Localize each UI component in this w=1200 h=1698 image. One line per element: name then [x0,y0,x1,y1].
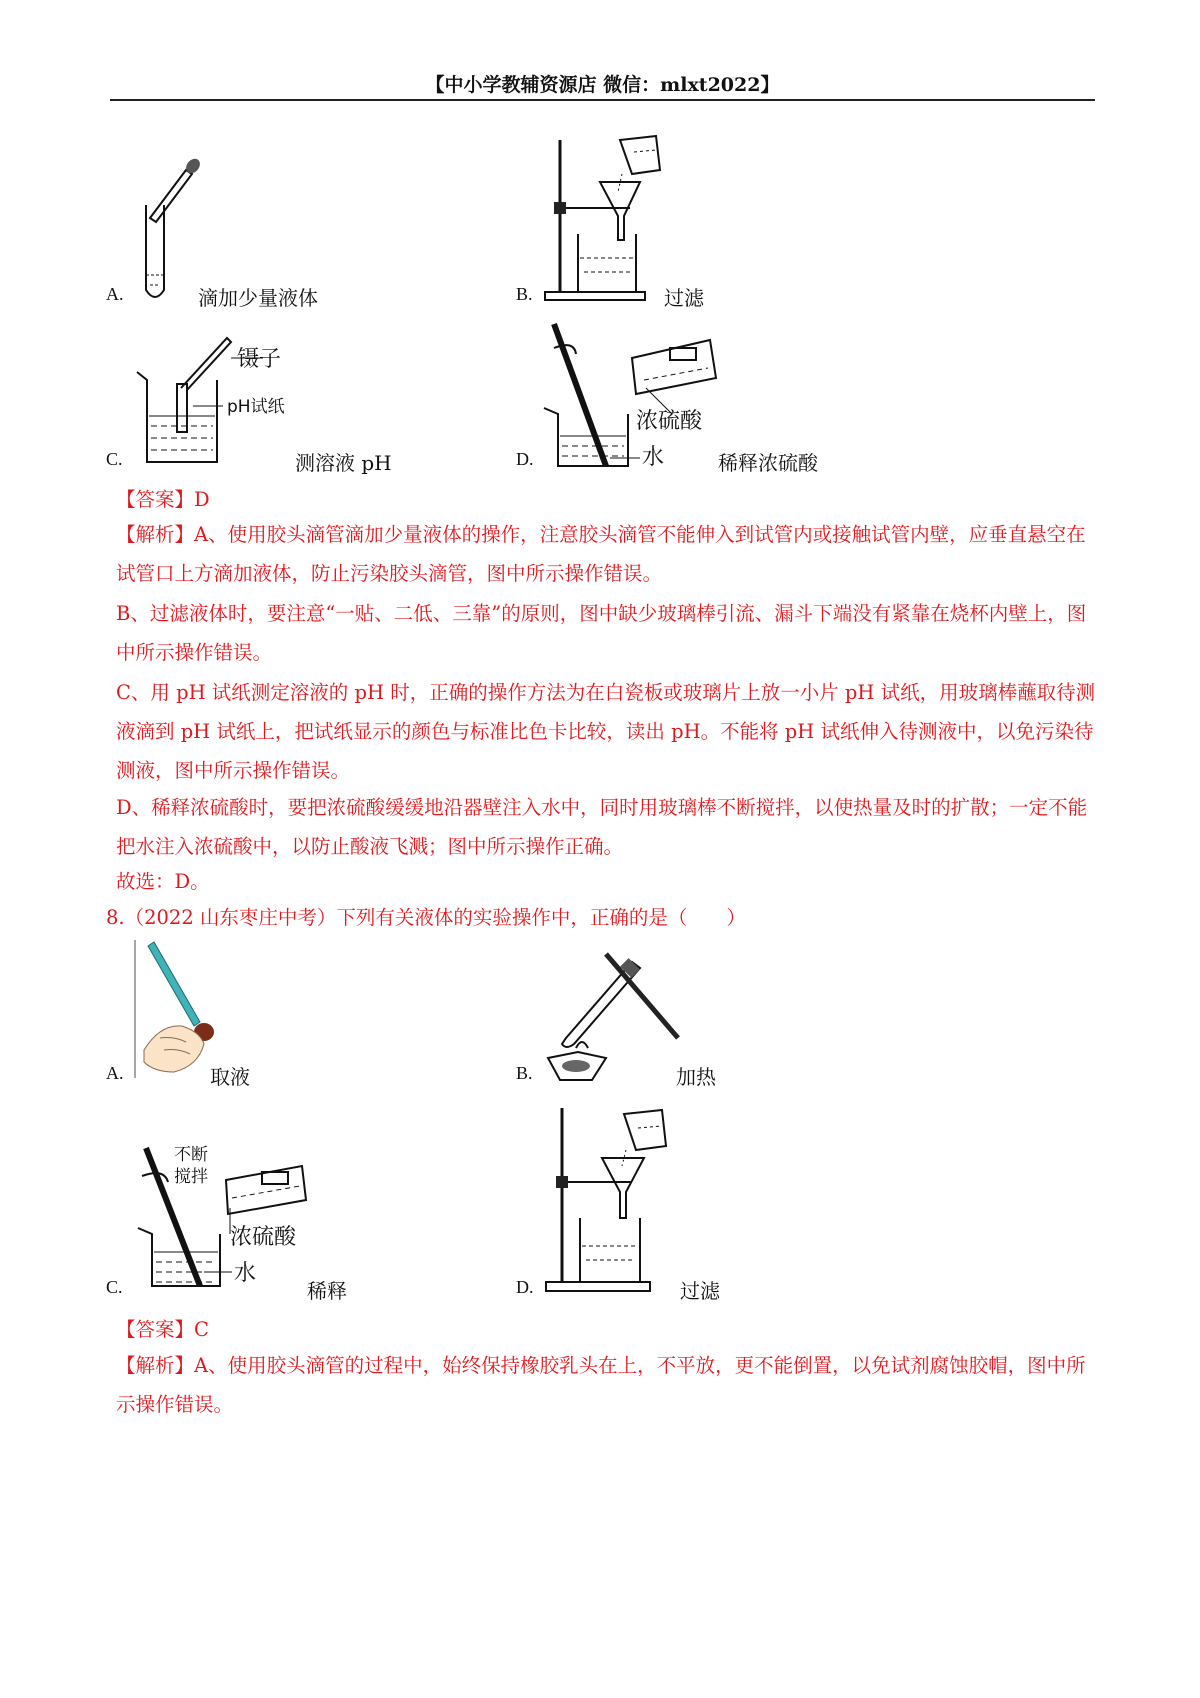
figure-ph-test [135,328,310,473]
figure-filtration-2 [540,1100,700,1295]
label-water: 水 [642,445,665,470]
figure-heating-tube [536,948,686,1083]
figure-dropper-hand [134,940,224,1080]
q7-option-b-caption: 过滤 [664,286,704,310]
q8-option-c-caption: 稀释 [307,1279,347,1303]
q7-analysis-b: B、过滤液体时，要注意“一贴、二低、三靠”的原则，图中缺少玻璃棒引流、漏斗下端没有紧靠在烧杯内壁上，图中所示操作错误。 [116,602,1087,664]
q7-option-d-letter: D. [516,449,534,469]
q8-answer: 【答案】C [116,1318,209,1341]
label-conc-sulfuric-2: 浓硫酸 [230,1225,297,1250]
q8-option-b-caption: 加热 [676,1065,716,1089]
page-header: 【中小学教辅资源店 微信：mlxt2022】 [425,74,780,96]
q7-analysis-d: D、稀释浓硫酸时，要把浓硫酸缓缓地沿器壁注入水中，同时用玻璃棒不断搅拌，以使热量及时的扩散；一定不能把水注入浓硫酸中，以防止酸液飞溅；图中所示操作正确。 [116,796,1088,858]
q7-analysis-a: 【解析】A、使用胶头滴管滴加少量液体的操作，注意胶头滴管不能伸入到试管内或接触试管内壁，应垂直悬空在试管口上方滴加液体，防止污染胶头滴管，图中所示操作错误。 [116,523,1086,585]
header-divider [110,99,1095,101]
figure-dilute-acid-correct [134,1140,314,1290]
label-conc-sulfuric: 浓硫酸 [636,409,703,434]
q7-option-a-letter: A. [106,284,124,304]
q7-option-a-caption: 滴加少量液体 [198,286,318,310]
label-ph-paper: pH试纸 [227,397,285,417]
q7-option-b-letter: B. [516,284,533,304]
q8-option-a-caption: 取液 [210,1065,250,1089]
q7-option-d-caption: 稀释浓硫酸 [718,451,818,475]
q8-analysis-a: 【解析】A、使用胶头滴管的过程中，始终保持橡胶乳头在上，不平放，更不能倒置，以免试剂腐蚀胶帽，图中所示操作错误。 [116,1354,1086,1416]
label-water-2: 水 [234,1261,257,1286]
label-continuous: 不断 [174,1145,208,1165]
q7-answer: 【答案】D [116,488,210,511]
q7-analysis-c: C、用 pH 试纸测定溶液的 pH 时，正确的操作方法为在白瓷板或玻璃片上放一小片 pH 试纸，用玻璃棒蘸取待测液滴到 pH 试纸上，把试纸显示的颜色与标准比色卡比较，读出 pH。不能将 pH 试纸伸入待测液中，以免污染待测液，图中所示操作错误。 [116,681,1096,782]
q8-option-d-letter: D. [516,1277,534,1297]
q8-option-a-letter: A. [106,1063,124,1083]
label-stir: 搅拌 [174,1167,208,1187]
q7-option-c-caption: 测溶液 pH [295,451,392,475]
q7-option-c-letter: C. [106,449,123,469]
q8-option-c-letter: C. [106,1277,123,1297]
q8-option-d-caption: 过滤 [680,1279,720,1303]
q8-option-b-letter: B. [516,1063,533,1083]
figure-filtration [540,130,700,305]
q8-stem: 8.（2022 山东枣庄中考）下列有关液体的实验操作中，正确的是（ ） [106,906,746,929]
q7-conclusion: 故选：D。 [116,870,210,893]
label-tweezers: 镊子 [237,347,282,372]
figure-dilute-acid-wrong [540,318,720,473]
